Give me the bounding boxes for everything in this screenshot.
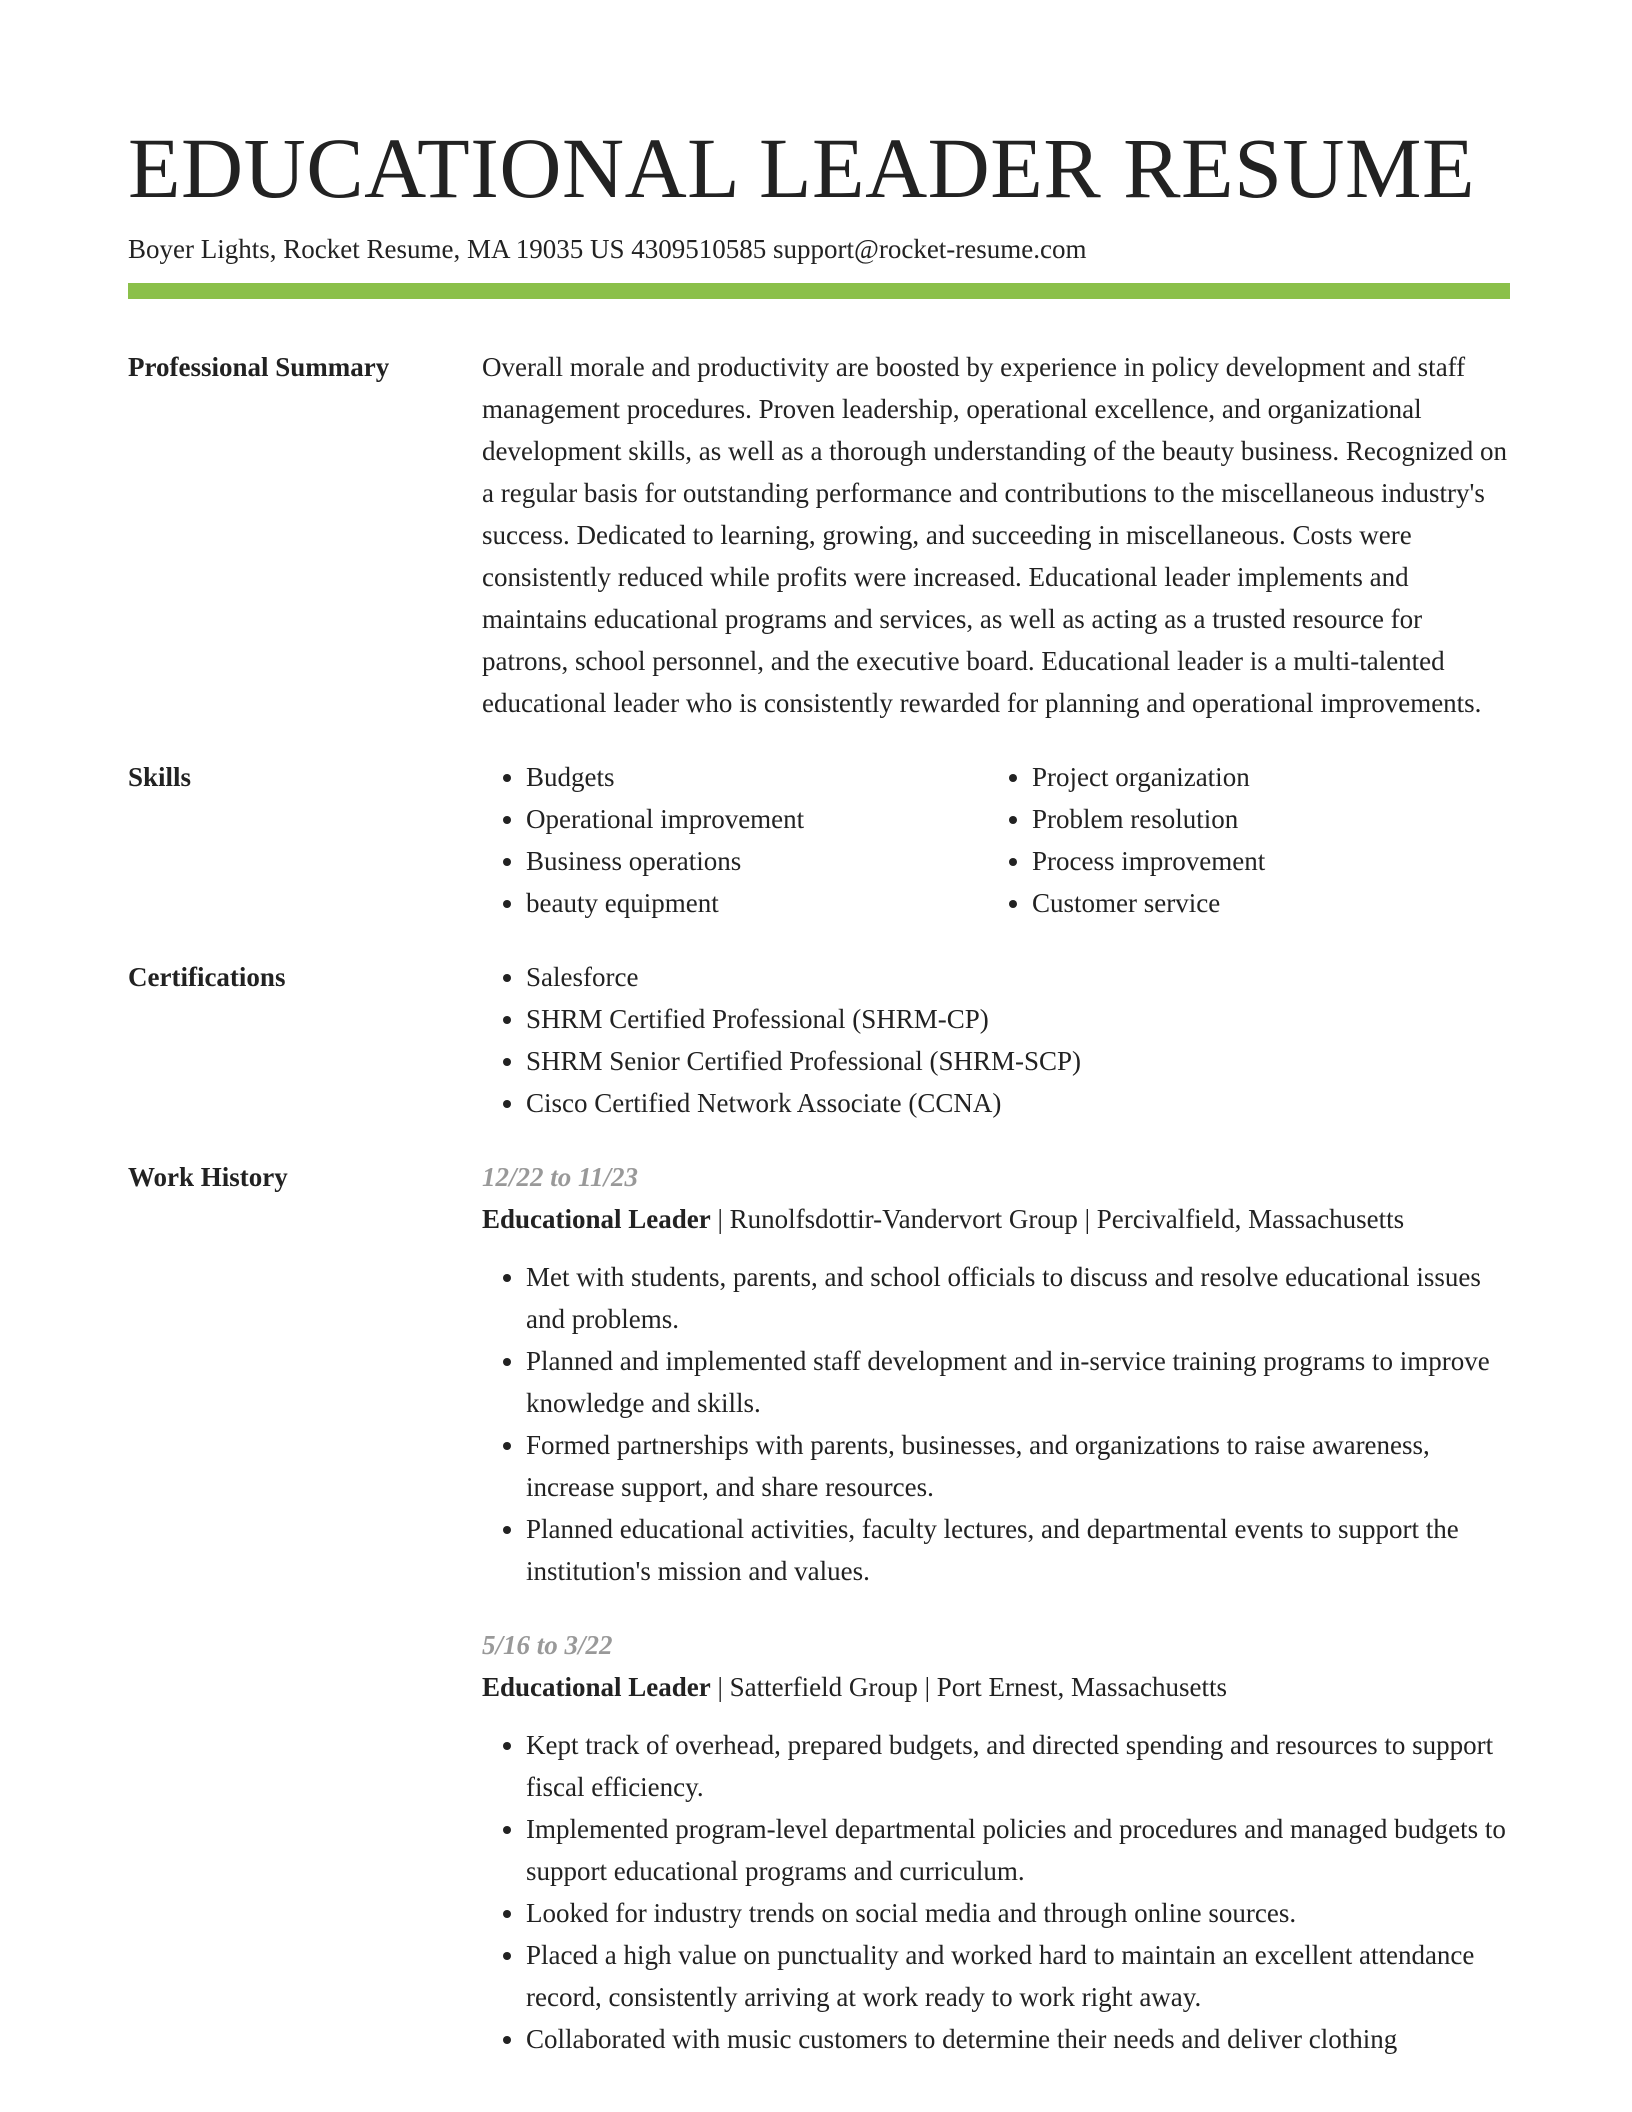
job-heading [482,1666,1510,1708]
skill-item: • beauty equipment [526,882,988,924]
skills-section [128,756,1510,924]
certification-item: • SHRM Certified Professional (SHRM-CP) [526,998,1510,1040]
skill-item: • Business operations [526,840,988,882]
contact-email: support@rocket-resume.com [772,234,1087,264]
summary-text: Overall morale and productivity are boosted by experience in policy development and staff management procedures. Proven leadership, operational excellence, and organizational development skills, as well as a thorough understanding of the beauty business. Recognized on a regular basis for outstanding performance and contributions to the miscellaneous industry's success. Dedicated to learning, growing, and succeeding in miscellaneous. Costs were consistently reduced while profits were increased. Educational leader implements and maintains educational programs and services, as well as acting as a trusted resource for patrons, school personnel, and the executive board. Educational leader is a multi-talented educational leader who is consistently rewarded for planning and operational improvements. [482,352,1508,718]
summary-heading: Professional Summary [128,352,390,382]
job-employer-location: | Satterfield Group | Port Ernest, Massachusetts [710,1672,1227,1702]
summary-section [128,346,1510,724]
resume-title: EDUCATIONAL LEADER RESUME [128,120,1476,216]
job-dates: 5/16 to 3/22 [482,1630,613,1660]
certification-item: • Cisco Certified Network Associate (CCNA) [526,1082,1510,1124]
job-bullet: • Looked for industry trends on social media and through online sources. [526,1892,1510,1934]
skills-column-right [988,756,1510,924]
contact-line [128,231,1510,267]
job-title: Educational Leader [482,1672,711,1702]
job-bullets [482,1724,1510,2060]
skill-item: • Budgets [526,756,988,798]
certifications-heading: Certifications [128,962,286,992]
skill-item: • Project organization [1032,756,1510,798]
job-bullet: • Planned educational activities, faculty lectures, and departmental events to support the institution's mission and values. [526,1508,1510,1592]
certification-item: • SHRM Senior Certified Professional (SHRM-SCP) [526,1040,1510,1082]
header-divider [128,283,1510,299]
job-bullet: • Met with students, parents, and school officials to discuss and resolve educational issues and problems. [526,1256,1510,1340]
certification-item: • Salesforce [526,956,1510,998]
work-history-section [128,1156,1510,2060]
skill-item: • Problem resolution [1032,798,1510,840]
work-history-body [482,1156,1510,2060]
job-entry [482,1156,1510,1592]
skill-item: • Customer service [1032,882,1510,924]
job-bullet: • Formed partnerships with parents, businesses, and organizations to raise awareness, increase support, and share resources. [526,1424,1510,1508]
certifications-list [482,956,1510,1124]
job-bullet: • Planned and implemented staff development and in-service training programs to improve knowledge and skills. [526,1340,1510,1424]
certifications-body [482,956,1510,1124]
job-bullet: • Placed a high value on punctuality and worked hard to maintain an excellent attendance record, consistently arriving at work ready to work right away. [526,1934,1510,2018]
certifications-section [128,956,1510,1124]
job-title: Educational Leader [482,1204,711,1234]
skills-heading: Skills [128,762,192,792]
job-bullet: • Kept track of overhead, prepared budgets, and directed spending and resources to support fiscal efficiency. [526,1724,1510,1808]
job-dates: 12/22 to 11/23 [482,1162,639,1192]
skill-item: • Operational improvement [526,798,988,840]
job-bullet: • Collaborated with music customers to determine their needs and deliver clothing [526,2018,1510,2060]
contact-phone: 4309510585 [631,234,767,264]
resume-page [128,118,1510,2060]
job-entry [482,1624,1510,2060]
work-history-heading: Work History [128,1162,288,1192]
skills-column-left [482,756,988,924]
contact-address: Boyer Lights, Rocket Resume, MA 19035 US [128,234,625,264]
job-bullet: • Implemented program-level departmental policies and procedures and managed budgets to support educational programs and curriculum. [526,1808,1510,1892]
job-heading [482,1198,1510,1240]
skill-item: • Process improvement [1032,840,1510,882]
skills-list [482,756,1510,924]
job-bullets [482,1256,1510,1592]
job-employer-location: | Runolfsdottir-Vandervort Group | Percivalfield, Massachusetts [710,1204,1405,1234]
